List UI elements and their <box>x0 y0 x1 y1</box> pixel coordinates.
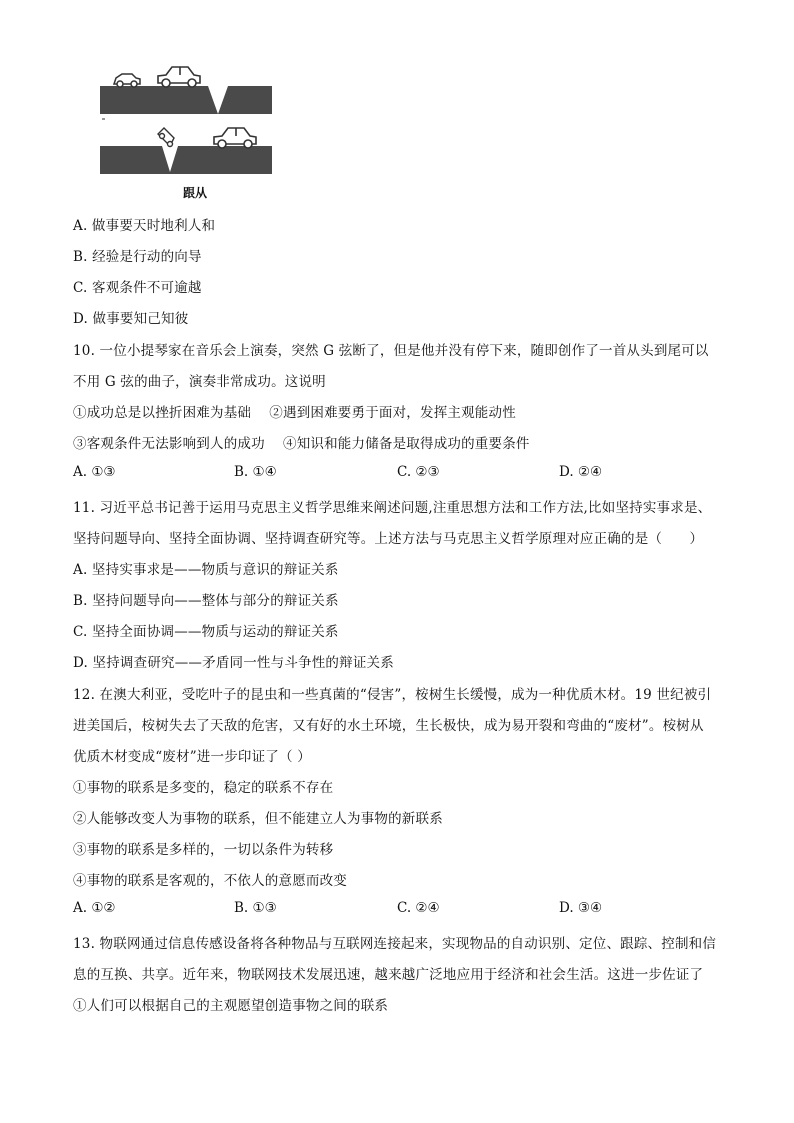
q13-stem-line-2: 息的互换、共享。近年来，物联网技术发展迅速，越来越广泛地应用于经济和社会生活。这进一步佐证了 <box>73 967 704 983</box>
q9-option-a: A. 做事要天时地利人和 <box>73 218 216 234</box>
q12-stem-line-1: 12. 在澳大利亚，受吃叶子的昆虫和一些真菌的“侵害”，桉树生长缓慢，成为一种优质木材。19 世纪被引 <box>73 687 712 703</box>
q11-option-a: A. 坚持实事求是——物质与意识的辩证关系 <box>73 562 339 578</box>
q12-stem-line-2: 进美国后，桉树失去了天敌的危害，又有好的水土环境，生长极快，成为易开裂和弯曲的“废材”。桉树从 <box>73 718 704 734</box>
q12-choice-a: A. ①② <box>73 900 116 916</box>
road-cars-illustration <box>100 62 272 202</box>
q12-choice-c: C. ②④ <box>397 900 440 916</box>
q9-option-c: C. 客观条件不可逾越 <box>73 280 202 296</box>
q12-stem-line-3: 优质木材变成“废材”进一步印证了（ ） <box>73 749 311 765</box>
q12-statement-1: ①事物的联系是多变的，稳定的联系不存在 <box>73 780 334 796</box>
q10-stem-line-2: 不用 G 弦的曲子，演奏非常成功。这说明 <box>73 374 326 390</box>
q12-statement-4: ④事物的联系是客观的，不依人的意愿而改变 <box>73 873 347 889</box>
q11-option-c: C. 坚持全面协调——物质与运动的辩证关系 <box>73 624 339 640</box>
q9-option-b: B. 经验是行动的向导 <box>73 249 202 265</box>
figure-caption: 跟从 <box>183 186 208 200</box>
q12-statement-3: ③事物的联系是多样的，一切以条件为转移 <box>73 842 334 858</box>
q11-option-d: D. 坚持调查研究——矛盾同一性与斗争性的辩证关系 <box>73 655 394 671</box>
q12-choice-d: D. ③④ <box>559 900 603 916</box>
q10-choice-c: C. ②③ <box>397 464 440 480</box>
q10-choice-d: D. ②④ <box>559 464 603 480</box>
q10-choice-a: A. ①③ <box>73 464 116 480</box>
q12-choice-b: B. ①③ <box>234 900 277 916</box>
q10-choice-b: B. ①④ <box>234 464 277 480</box>
q13-stem-line-1: 13. 物联网通过信息传感设备将各种物品与互联网连接起来，实现物品的自动识别、定位、跟踪、控制和信 <box>73 936 717 952</box>
q10-stem-line-1: 10. 一位小提琴家在音乐会上演奏，突然 G 弦断了，但是他并没有停下来，随即创作了一首从头到尾可以 <box>73 343 709 359</box>
q10-statements-3-4: ③客观条件无法影响到人的成功 ④知识和能力储备是取得成功的重要条件 <box>73 436 530 452</box>
q12-statement-2: ②人能够改变人为事物的联系，但不能建立人为事物的新联系 <box>73 811 443 827</box>
q11-option-b: B. 坚持问题导向——整体与部分的辩证关系 <box>73 593 339 609</box>
q9-option-d: D. 做事要知己知彼 <box>73 311 189 327</box>
q10-statements-1-2: ①成功总是以挫折困难为基础 ②遇到困难要勇于面对，发挥主观能动性 <box>73 405 516 421</box>
q11-stem-line-1: 11. 习近平总书记善于运用马克思主义哲学思维来阐述问题,注重思想方法和工作方法,比如坚持实事求是、 <box>73 500 712 516</box>
cartoon-figure <box>100 62 272 202</box>
q11-stem-line-2: 坚持问题导向、坚持全面协调、坚持调查研究等。上述方法与马克思主义哲学原理对应正确的是（ ） <box>73 531 704 547</box>
q13-statement-1: ①人们可以根据自己的主观愿望创造事物之间的联系 <box>73 998 389 1014</box>
